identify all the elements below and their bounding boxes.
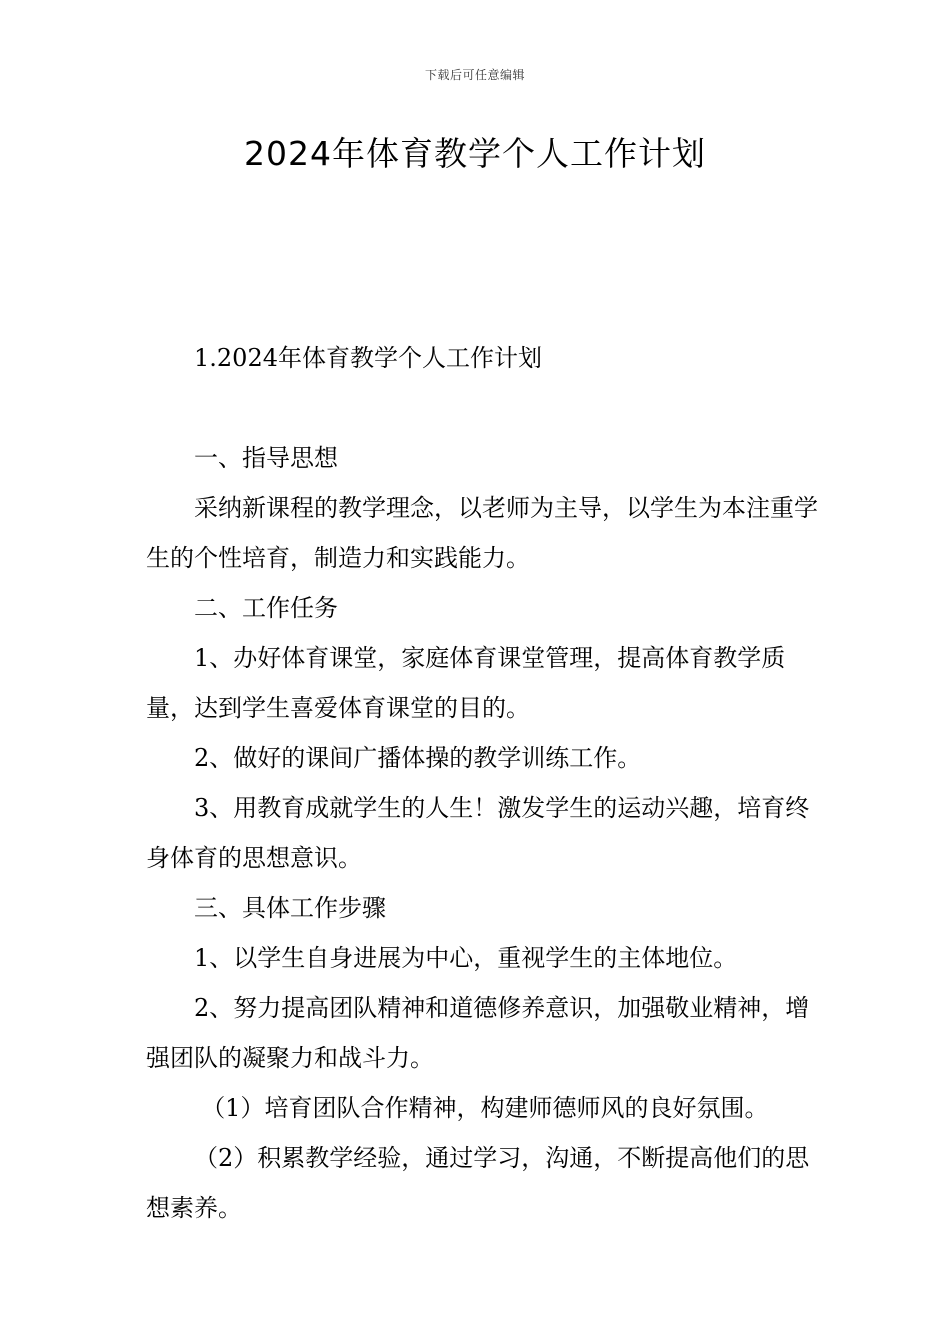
paragraph: 采纳新课程的教学理念，以老师为主导，以学生为本注重学生的个性培育，制造力和实践能力。	[146, 494, 818, 572]
paragraph: 2、努力提高团队精神和道德修养意识，加强敬业精神，增强团队的凝聚力和战斗力。	[146, 994, 810, 1072]
paragraph: （1）培育团队合作精神，构建师德师风的良好氛围。	[201, 1094, 769, 1122]
paragraph: 1、办好体育课堂，家庭体育课堂管理，提高体育教学质量，达到学生喜爱体育课堂的目的。	[146, 644, 786, 722]
spacer	[146, 383, 818, 433]
paragraph: 1、以学生自身进展为中心，重视学生的主体地位。	[194, 944, 738, 972]
paragraph: 2、做好的课间广播体操的教学训练工作。	[194, 744, 642, 772]
section-heading-guiding-ideology: 一、指导思想	[194, 444, 338, 472]
paragraph: （2）积累教学经验，通过学习，沟通，不断提高他们的思想素养。	[146, 1144, 810, 1222]
header-note: 下载后可任意编辑	[424, 68, 525, 82]
section-heading-work-steps: 三、具体工作步骤	[194, 894, 386, 922]
document-subtitle: 1.2024年体育教学个人工作计划	[194, 344, 542, 372]
paragraph: 3、用教育成就学生的人生！激发学生的运动兴趣，培育终身体育的思想意识。	[146, 794, 810, 872]
document-body	[146, 333, 818, 1233]
document-title: 2024年体育教学个人工作计划	[244, 134, 706, 173]
section-heading-work-tasks: 二、工作任务	[194, 594, 338, 622]
